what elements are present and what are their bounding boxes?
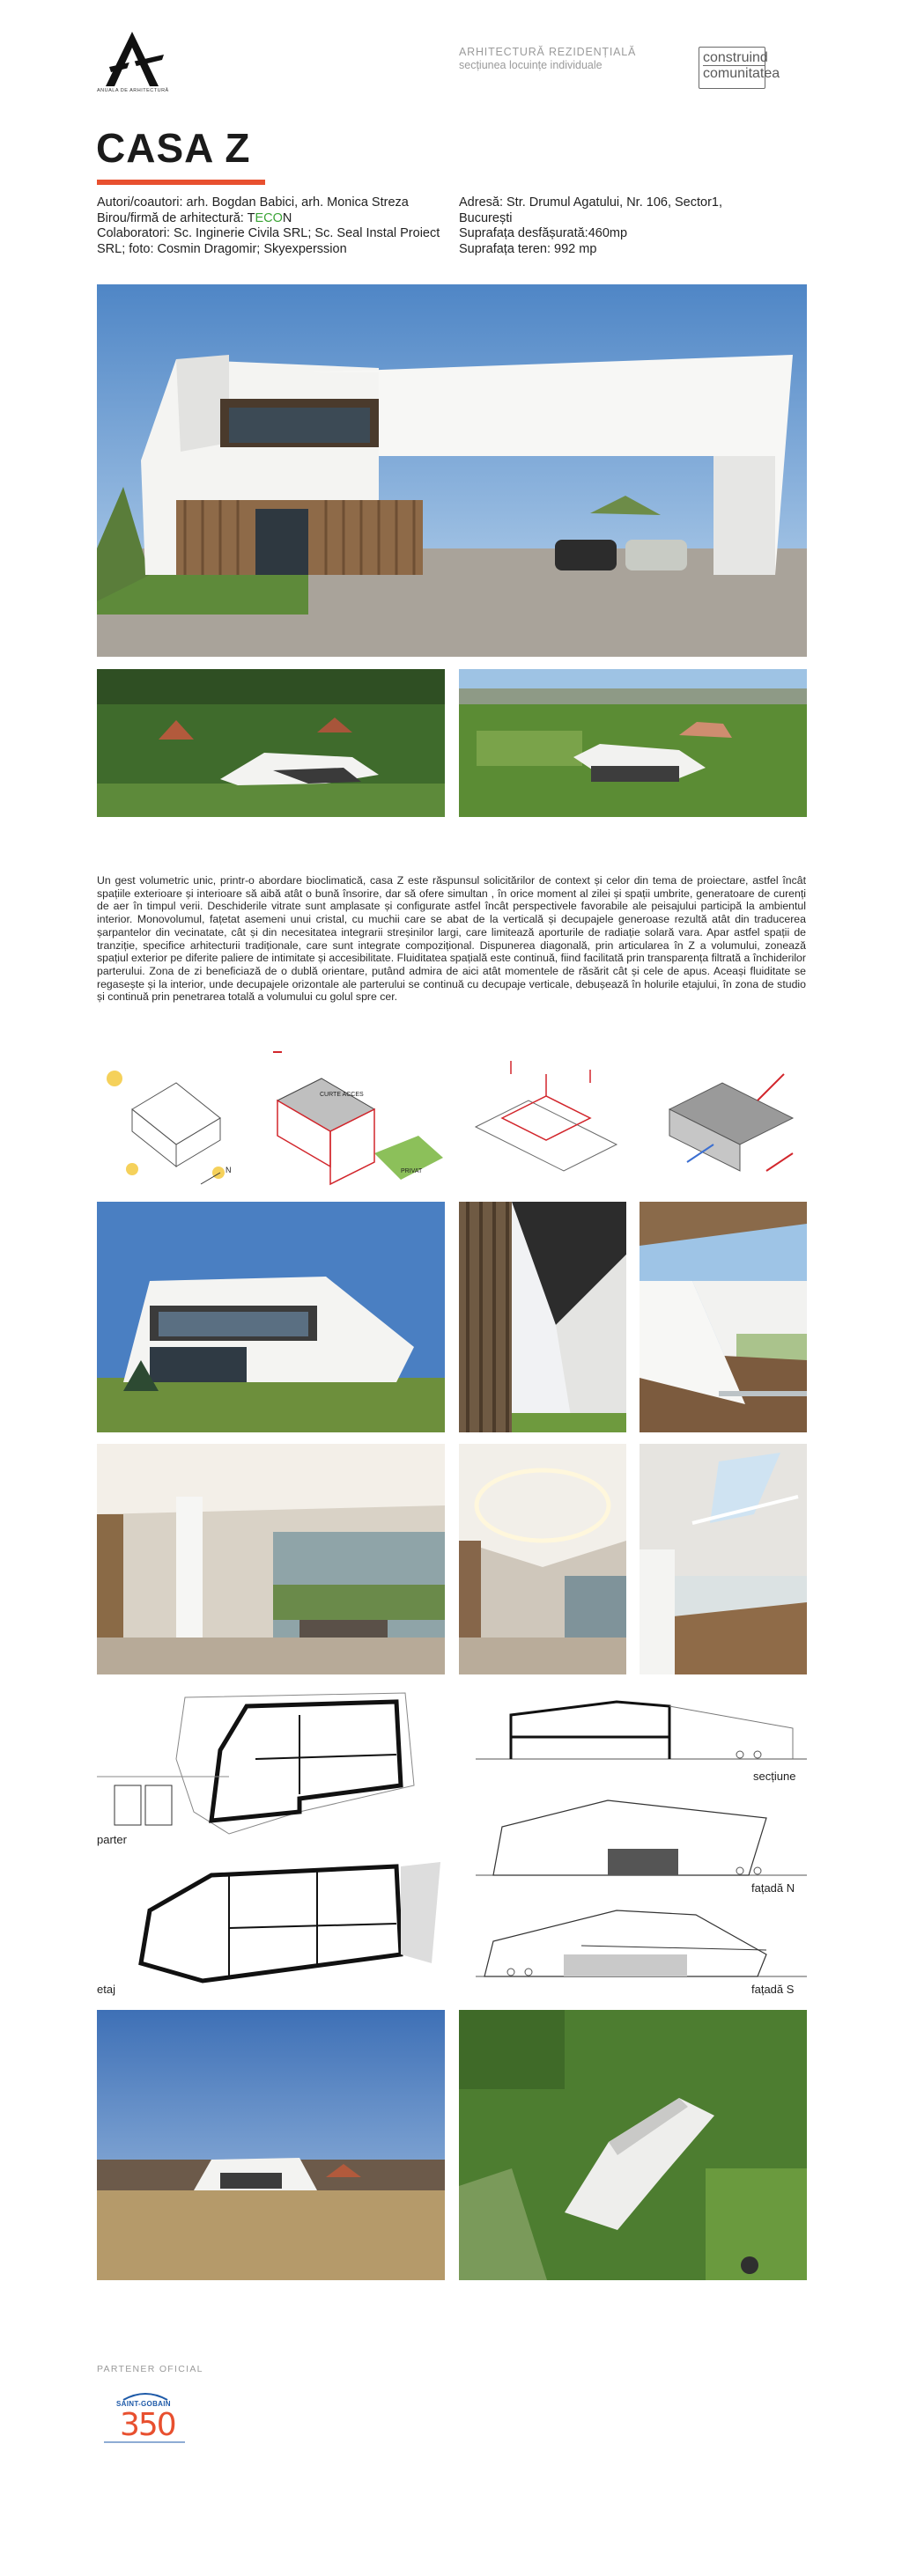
drawing-section <box>476 1689 807 1772</box>
category-line-2: secțiunea locuințe individuale <box>459 59 603 71</box>
north-label: N <box>226 1166 232 1174</box>
built-area-line: Suprafața desfășurată:460mp <box>459 226 628 240</box>
saint-gobain-text: SAINT-GOBAIN <box>116 2400 171 2408</box>
anuala-logo-text: ANUALA DE ARHITECTURĂ <box>97 88 169 93</box>
ground-floor-label: parter <box>97 1833 127 1846</box>
interior-photo-living <box>97 1444 445 1674</box>
address-line: Adresă: Str. Drumul Agatului, Nr. 106, Sector1, București <box>459 195 723 225</box>
plan-ground-floor <box>97 1689 445 1838</box>
cc-logo-line-1: construind <box>703 50 768 65</box>
aerial-photo-left <box>97 669 445 817</box>
diagram-volume <box>97 1056 238 1197</box>
anuala-logo-icon <box>97 28 167 92</box>
interior-photo-stair <box>640 1444 807 1674</box>
drawing-north-facade <box>476 1796 807 1884</box>
diagram-zones <box>269 1048 445 1206</box>
saint-gobain-logo <box>97 2388 194 2449</box>
exterior-photo-west <box>97 1202 445 1432</box>
south-facade-label: fațadă S <box>751 1983 795 1996</box>
category-label <box>459 46 636 72</box>
plan-upper-floor <box>97 1858 445 1990</box>
interior-photo-ceiling <box>459 1444 626 1674</box>
landscape-photo <box>97 2010 445 2280</box>
diagram-sun-wind <box>652 1048 810 1206</box>
terrace-photo <box>640 1202 807 1432</box>
exterior-photo-detail-wall <box>459 1202 626 1432</box>
aerial-photo-top <box>459 2010 807 2280</box>
firm-line <box>97 211 449 227</box>
project-credits <box>97 195 449 257</box>
firm-name-t: T <box>247 210 255 225</box>
project-description: Un gest volumetric unic, printr-o abordare bioclimatică, casa Z este răspunsul solicitărilor de context și celor din tema de proiectare, astfel încât spațiile exterioare și interioare să aibă atât o bună însorire, dar să ofere simultan , în orice moment al zilei și spații umbrite, generatoare de curenți de aer în timpul verii. Deschiderile vitrate sunt amplasate și configurate astfel încât perspectivele favorabile ale peisajului participă la ambientul interior. Monovolumul, fațetat asemeni unui cristal, cu muchii care se abat de la verticală și decupajele generoase rezultă atât din traducerea șarpantelor din vecinatate, cât și din necesitatea integrarii streșinilor largi, care limitează aporturile de radiație solară vara. Apar astfel spații de tranziție, specifice arhitecturii tradiționale, care sunt integrate compozițional. Dispunerea diagonală, prin articularea în Z a volumului, zonează spațiul exterior pe diferite paliere de intimitate și accesibilitate. Fluiditatea spațială este continuă, fiind facilitată prin transparența filtrată a închiderilor parterului. Zona de zi beneficiază de o dublă orientare, putând admira de aici atât momentele de răsărit cât și cele de apus. Aceași fluiditate se regasește și la interior, unde decupajele orizontale ale parterului se continuă cu decupaje verticale, debușează în holurile etajului, în zona de studio și continuă prin penetrarea totală a volumului cu golul spre cer. <box>97 874 806 1004</box>
upper-floor-label: etaj <box>97 1983 115 1996</box>
diagram-cuts <box>467 1048 625 1206</box>
project-details <box>459 195 750 257</box>
access-zone-label: CURTE ACCES <box>320 1092 364 1098</box>
construind-comunitatea-logo <box>699 47 780 89</box>
title-underline <box>97 180 265 185</box>
drawing-south-facade <box>476 1902 807 1985</box>
hero-photo <box>97 284 807 657</box>
land-area-line: Suprafața teren: 992 mp <box>459 241 597 256</box>
private-zone-label: PRIVAT <box>401 1168 423 1174</box>
section-label: secțiune <box>753 1770 796 1783</box>
cc-logo-line-2: comunitatea <box>703 66 780 81</box>
firm-label: Birou/firmă de arhitectură: <box>97 210 248 225</box>
category-line-1: ARHITECTURĂ REZIDENȚIALĂ <box>459 46 637 58</box>
north-facade-label: fațadă N <box>751 1881 795 1895</box>
aerial-photo-right <box>459 669 807 817</box>
project-title: CASA Z <box>96 125 251 171</box>
firm-name-n: N <box>282 210 292 225</box>
anniversary-number: 350 <box>120 2407 175 2443</box>
authors-line: Autori/coautori: arh. Bogdan Babici, arh. Monica Streza <box>97 195 409 210</box>
firm-name-eco: ECO <box>255 210 283 225</box>
collaborators-line: Colaboratori: Sc. Inginerie Civila SRL; Sc. Seal Instal Proiect SRL; foto: Cosmin Dragomir; Skyexperssion <box>97 226 440 256</box>
partner-label: PARTENER OFICIAL <box>97 2364 203 2374</box>
